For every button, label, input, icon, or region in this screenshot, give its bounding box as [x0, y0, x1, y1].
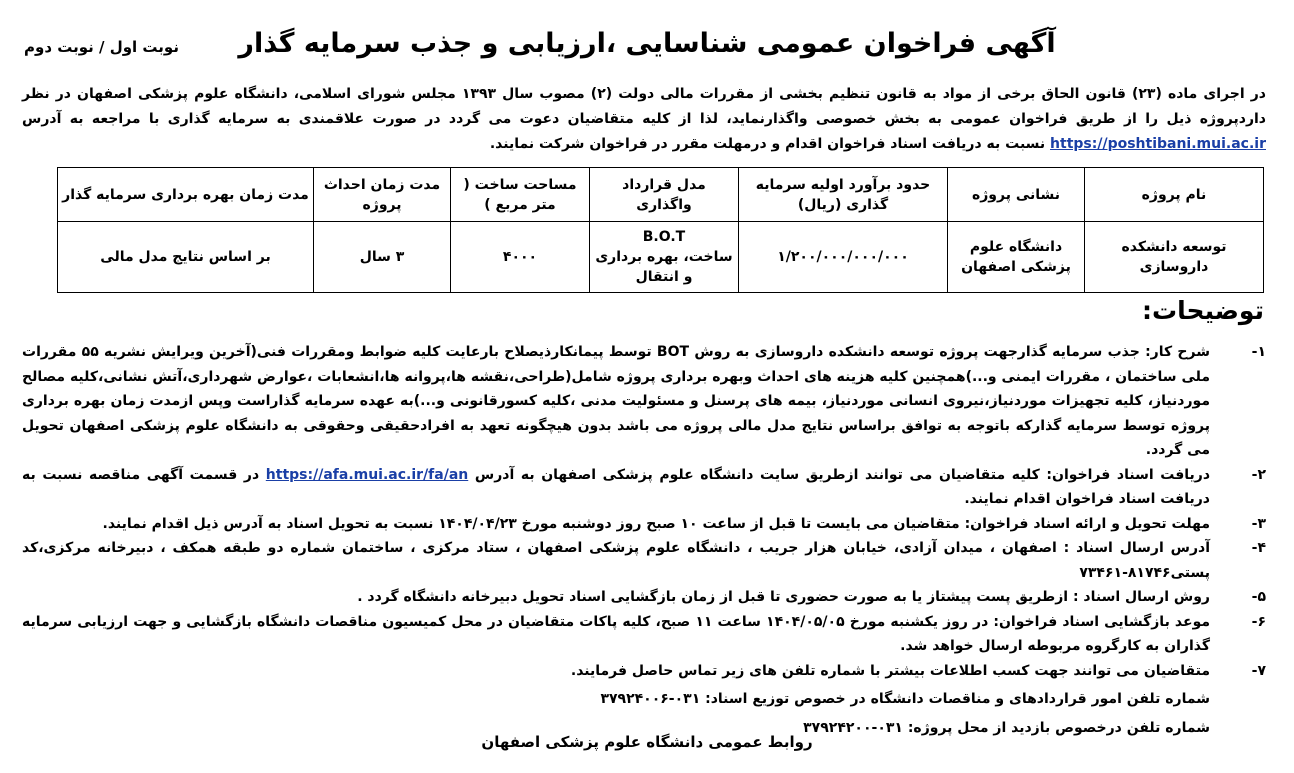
item-text: متقاضیان می توانند جهت کسب اطلاعات بیشتر با شماره تلفن های زیر تماس حاصل فرمایند. [570, 662, 1210, 679]
cell-project-address: دانشگاه علوم پزشکی اصفهان [948, 222, 1085, 293]
item-number: ۲- [1251, 466, 1266, 483]
cell-build-time: ۳ سال [314, 222, 451, 293]
header-estimate: حدود برآورد اولیه سرمایه گذاری (ریال) [739, 168, 948, 222]
header-project-address: نشانی پروژه [948, 168, 1085, 222]
list-item [22, 340, 1266, 463]
item-number: ۶- [1251, 613, 1266, 630]
documents-link[interactable]: https://afa.mui.ac.ir/fa/an [265, 466, 469, 483]
phone-line-contracts: شماره تلفن امور قراردادهای و مناقصات دانشگاه در خصوص توزیع اسناد: ۰۳۱-۳۷۹۲۴۰۰۶ [600, 691, 1210, 707]
table-row [58, 222, 1264, 293]
item-text [22, 463, 1210, 512]
list-item [22, 585, 1266, 610]
notes-heading: توضیحات: [1142, 296, 1264, 325]
cell-project-name: توسعه دانشکده داروسازی [1085, 222, 1264, 293]
footer-signature: روابط عمومی دانشگاه علوم پزشکی اصفهان [481, 733, 813, 751]
item-text: روش ارسال اسناد : ازطریق پست پیشتاز یا به صورت حضوری تا قبل از زمان بازگشایی اسناد تحویل دبیرخانه دانشگاه گردد . [357, 589, 1210, 605]
item-text: موعد بازگشایی اسناد فراخوان: در روز یکشنبه مورخ ۱۴۰۴/۰۵/۰۵ ساعت ۱۱ صبح، کلیه پاکات متقاضیان در محل کمیسیون مناقصات دانشگاه بازگشایی و جهت ارزیابی سرمایه گذاران به کارگروه مربوطه ارسال خواهد شد. [22, 613, 1211, 654]
item-text: آدرس ارسال اسناد : اصفهان ، میدان آزادی، خیابان هزار جریب ، دانشگاه علوم پزشکی اصفهان ، ستاد مرکزی ، ساختمان شماره دو طبقه همکف ، دبیرخانه مرکزی،کد پستی۸۱۷۴۶-۷۳۴۶۱ [22, 540, 1210, 581]
list-item [22, 536, 1266, 585]
cell-operation-time: بر اساس نتایج مدل مالی [58, 222, 314, 293]
publication-round-label: نوبت اول / نوبت دوم [24, 38, 179, 56]
phone-line-site-visit: شماره تلفن درخصوص بازدید از محل پروژه: ۰۳۱-۳۷۹۲۴۲۰۰ [803, 719, 1210, 736]
list-item [22, 659, 1266, 684]
item-text: شرح کار: جذب سرمایه گذارجهت پروژه توسعه دانشکده داروسازی به روش BOT توسط پیمانکارذیصلاح بارعایت کلیه ضوابط ومقررات فنی(آخرین ویرایش نشریه ۵۵ مقررات ملی ساختمان ، مقررات ایمنی و...)همچنین کلیه هزینه های احداث وبهره برداری پروژه شامل(طراحی،نقشه ها،پروانه ها،انشعابات ،عوارض شهرداری،آتش نشانی،کلیه مصالح موردنیاز، کلیه تجهیزات موردنیاز،نیروی انسانی موردنیاز، بیمه های پرسنل و مسئولیت مدنی ،کلیه کسورقانونی و...)به عهده سرمایه گذاراست وپس ازمدت زمان بهره برداری پروژه توسط سرمایه گذارکه باتوجه به توافق براساس نتایج مدل مالی پروژه می باشد بدون هیچگونه تعهد به افراد‌حقیقی وحقوقی به دانشگاه علوم پزشکی اصفهان تحویل می گردد. [22, 344, 1210, 458]
project-table [57, 167, 1264, 293]
item-text: مهلت تحویل و ارائه اسناد فراخوان: متقاضیان می بایست تا قبل از ساعت ۱۰ صبح روز دوشنبه مورخ ۱۴۰۴/۰۴/۲۳ نسبت به تحویل اسناد به آدرس ذیل اقدام نمایند. [102, 515, 1210, 532]
header-build-time: مدت زمان احداث پروژه [314, 168, 451, 222]
header-project-name: نام پروژه [1085, 168, 1264, 222]
page-title: آگهی فراخوان عمومی شناسایی ،ارزیابی و جذب سرمایه گذار [238, 28, 1056, 59]
item-text-part1: دریافت اسناد فراخوان: کلیه متقاضیان می توانند ازطریق سایت دانشگاه علوم پزشکی اصفهان به آدرس [474, 466, 1210, 483]
cell-area: ۴۰۰۰ [451, 222, 590, 293]
contract-model-code: B.O.T [642, 229, 686, 245]
list-item [22, 463, 1266, 512]
item-number: ۳- [1251, 515, 1266, 532]
list-item [22, 610, 1266, 659]
header-area: مساحت ساخت ( متر مربع ) [451, 168, 590, 222]
intro-paragraph [22, 82, 1266, 157]
cell-estimate: ۱/۲۰۰/۰۰۰/۰۰۰/۰۰۰ [739, 222, 948, 293]
item-text-part2: در قسمت آگهی مناقصه نسبت به دریافت اسناد فراخوان اقدام نمایند. [22, 466, 1210, 507]
contract-model-text: ساخت، بهره برداری و انتقال [595, 249, 733, 285]
item-number: ۴- [1251, 540, 1266, 556]
item-number: ۱- [1251, 344, 1266, 360]
notes-list [22, 340, 1266, 740]
intro-text-1: در اجرای ماده (۲۳) قانون الحاق برخی از مواد به قانون تنظیم بخشی از مقررات مالی دولت (۲) مصوب سال ۱۳۹۳ مجلس شورای اسلامی، دانشگاه علوم پزشکی اصفهان در نظر داردپروژه ذیل را از طریق فراخوان عمومی به بخش خصوصی واگذارنماید، لذا از کلیه متقاضیان دعوت می گردد در صورت علاقمندی به سرمایه گذاری با مراجعه به آدرس [22, 86, 1266, 127]
item-number: ۷- [1251, 662, 1266, 679]
header-contract-model: مدل قرارداد واگذاری [590, 168, 739, 222]
table-header-row [58, 168, 1264, 222]
header-operation-time: مدت زمان بهره برداری سرمایه گذار [58, 168, 314, 222]
cell-contract-model [590, 222, 739, 293]
intro-text-2: نسبت به دریافت اسناد فراخوان اقدام و درمهلت مقرر در فراخوان شرکت نمایند. [489, 136, 1046, 152]
portal-link[interactable]: https://poshtibani.mui.ac.ir [1050, 136, 1266, 152]
item-number: ۵- [1251, 589, 1266, 605]
list-item [22, 512, 1266, 537]
